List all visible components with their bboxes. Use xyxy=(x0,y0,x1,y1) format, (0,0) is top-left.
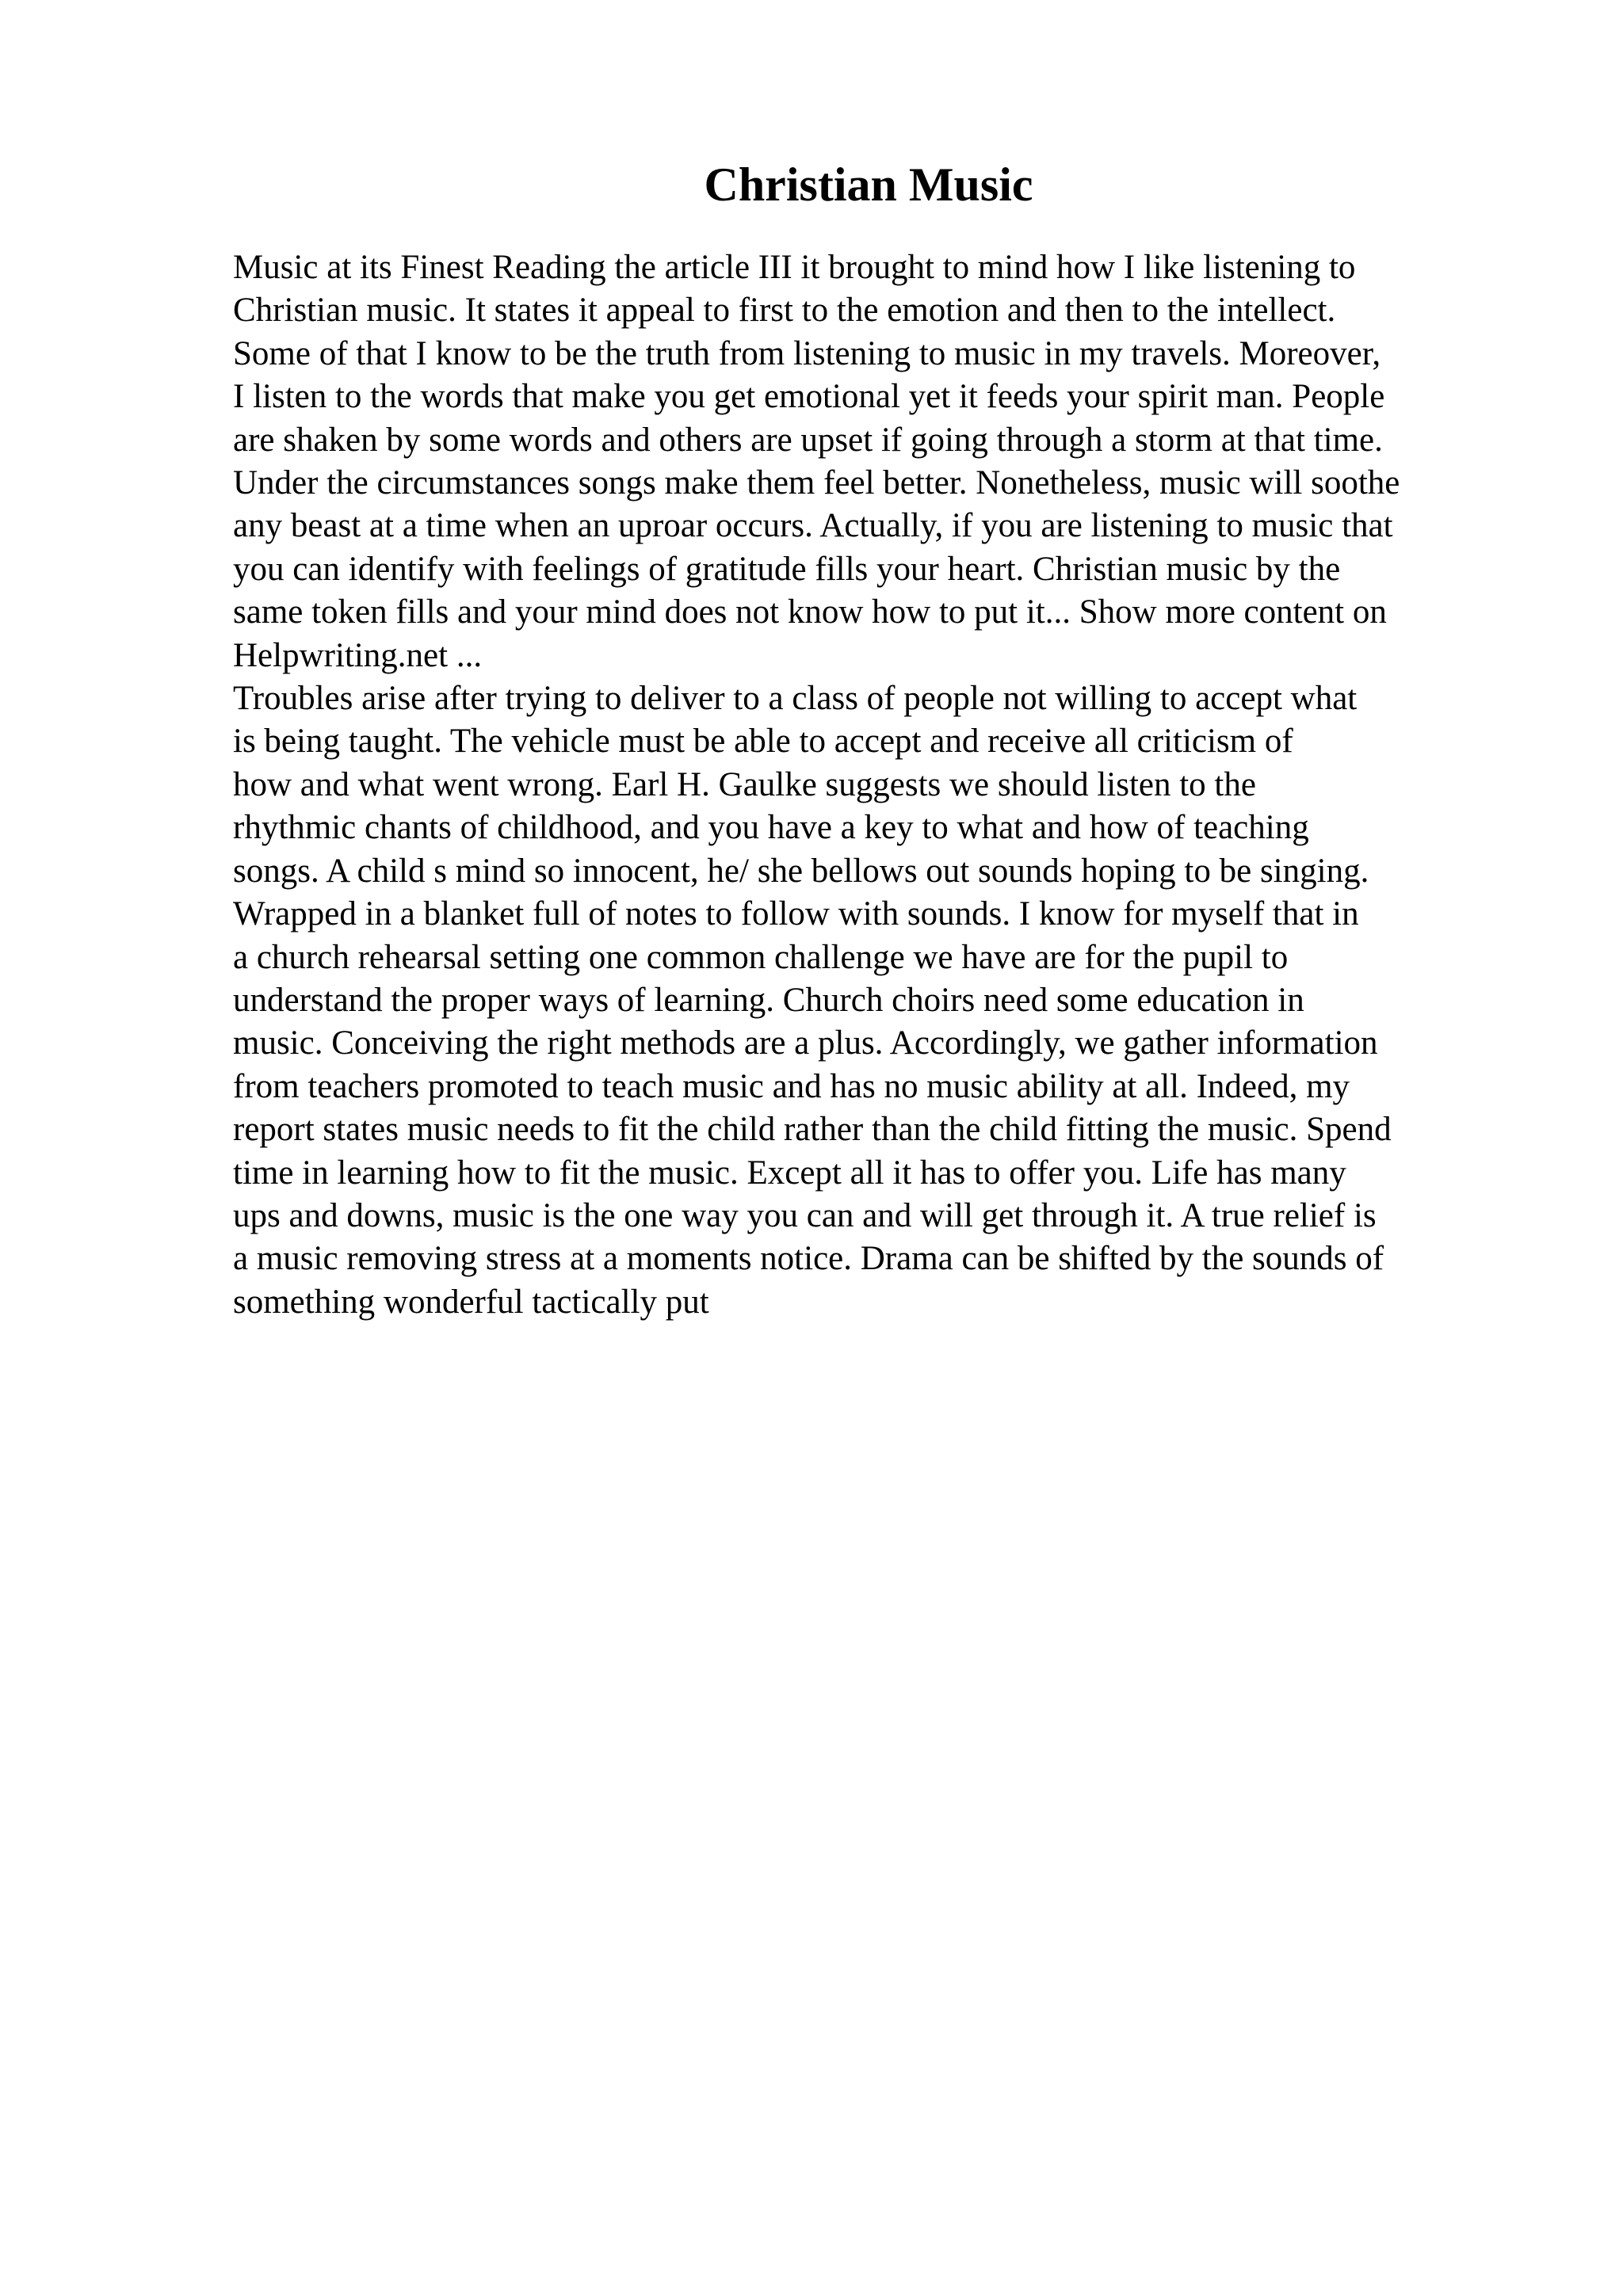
paragraph-2 xyxy=(233,677,1517,1324)
text-line: ups and downs, music is the one way you can and will get through it. A true relief is xyxy=(233,1196,1377,1234)
text-line: from teachers promoted to teach music and has no music ability at all. Indeed, my xyxy=(233,1067,1350,1105)
text-line: rhythmic chants of childhood, and you have a key to what and how of teaching xyxy=(233,809,1309,847)
text-line: Under the circumstances songs make them feel better. Nonetheless, music will soothe xyxy=(233,464,1400,502)
text-line: a music removing stress at a moments notice. Drama can be shifted by the sounds of xyxy=(233,1240,1384,1278)
text-line: how and what went wrong. Earl H. Gaulke suggests we should listen to the xyxy=(233,765,1256,803)
text-line: Helpwriting.net ... xyxy=(233,636,483,674)
document-body xyxy=(233,246,1517,1324)
text-line: any beast at a time when an uproar occurs. Actually, if you are listening to music that xyxy=(233,507,1393,545)
text-line: something wonderful tactically put xyxy=(233,1283,709,1321)
text-line: you can identify with feelings of gratitude fills your heart. Christian music by the xyxy=(233,550,1341,588)
text-line: I listen to the words that make you get emotional yet it feeds your spirit man. People xyxy=(233,378,1385,416)
text-line: same token fills and your mind does not know how to put it... Show more content on xyxy=(233,593,1387,631)
text-line: report states music needs to fit the child rather than the child fitting the music. Spend xyxy=(233,1111,1392,1149)
text-line: time in learning how to fit the music. Except all it has to offer you. Life has many xyxy=(233,1154,1346,1192)
text-line: music. Conceiving the right methods are a plus. Accordingly, we gather information xyxy=(233,1024,1378,1062)
text-line: Music at its Finest Reading the article III it brought to mind how I like listening to xyxy=(233,249,1356,286)
document-title: Christian Music xyxy=(704,158,1033,211)
text-line: Some of that I know to be the truth from listening to music in my travels. Moreover, xyxy=(233,334,1381,372)
text-line: a church rehearsal setting one common challenge we have are for the pupil to xyxy=(233,938,1289,976)
text-line: Christian music. It states it appeal to first to the emotion and then to the intellect. xyxy=(233,292,1336,330)
text-line: understand the proper ways of learning. Church choirs need some education in xyxy=(233,981,1304,1019)
text-line: are shaken by some words and others are upset if going through a storm at that time. xyxy=(233,421,1383,459)
text-line: Wrapped in a blanket full of notes to follow with sounds. I know for myself that in xyxy=(233,895,1359,933)
paragraph-1 xyxy=(233,246,1517,677)
text-line: Troubles arise after trying to deliver to a class of people not willing to accept what xyxy=(233,680,1358,718)
text-line: is being taught. The vehicle must be able to accept and receive all criticism of xyxy=(233,723,1293,761)
text-line: songs. A child s mind so innocent, he/ she bellows out sounds hoping to be singing. xyxy=(233,852,1369,890)
